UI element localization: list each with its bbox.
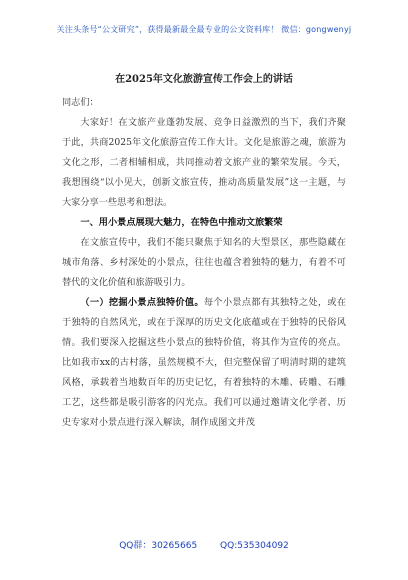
paragraph-intro: 大家好！在文旅产业蓬勃发展、竞争日益激烈的当下，我们齐聚于此，共商2025年文化旅游宣传工作大计。文化是旅游之魂，旅游为文化之形，二者相辅相成，共同推动着文旅产业的繁荣发展。今天，我想围绕“以小见大，创新文旅宣传，推动高质量发展”这一主题，与大家分享一些思考和想法。 <box>62 117 346 208</box>
document-body <box>62 93 346 433</box>
salutation: 同志们： <box>62 97 99 108</box>
footer-qq-contact: QQ:535304092 <box>220 541 289 551</box>
document-title: 在2025年文化旅游宣传工作会上的讲话 <box>115 74 293 85</box>
paragraph-subsection1 <box>62 293 346 433</box>
footer-contact <box>0 538 408 551</box>
top-banner[interactable]: 关注头条号“公文研究”，获得最新最全最专业的公文资料库！ 微信：gongwenyj <box>56 25 352 34</box>
footer-qq-group: QQ群：30265665 <box>119 541 198 551</box>
paragraph-section1: 在文旅宣传中，我们不能只聚焦于知名的大型景区，那些隐藏在城市角落、乡村深处的小景点，往往也蕴含着独特的魅力，有着不可替代的文化价值和旅游吸引力。 <box>62 237 346 288</box>
section-heading-1: 一、用小景点展现大魅力，在特色中推动文旅繁荣 <box>80 217 283 228</box>
subsection-heading-1: （一）挖掘小景点独特价值。 <box>80 297 204 308</box>
subsection-1-text: 每个小景点都有其独特之处，或在于独特的自然风光，或在于深厚的历史文化底蕴或在于独特的民俗风情。我们要深入挖掘这些小景点的独特价值，将其作为宣传的亮点。比如我市xx的古村落，虽然规模不大，但完整保留了明清时期的建筑风格，承载着当地数百年的历史记忆，有着独特的木雕、砖雕、石雕工艺，这些都是吸引游客的闪光点。我们可以通过邀请文化学者、历史专家对小景点进行深入解读，制作成图文并茂 <box>62 297 347 428</box>
